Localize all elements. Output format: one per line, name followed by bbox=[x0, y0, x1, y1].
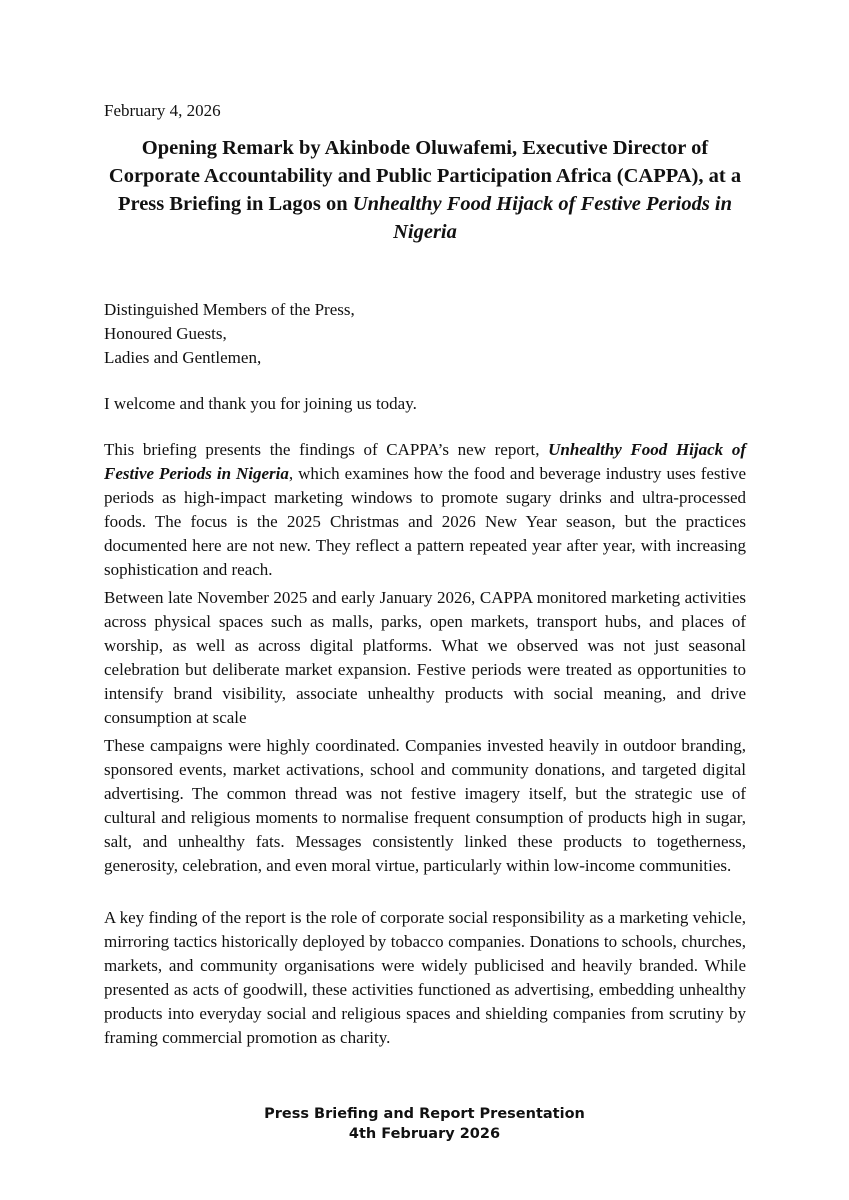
paragraph-text: , which examines how the food and beverage industry uses festive periods as high-impact marketing windows to promote sugary drinks and ultra-processed foods. The focus is the 2025 Christmas and 2026 New Year season, but the practices documented here are not new. They reflect a pattern repeated year after year, with increasing sophistication and reach. bbox=[104, 464, 747, 579]
page-footer bbox=[0, 1104, 849, 1144]
document-title bbox=[100, 134, 750, 246]
footer-date: 4th February 2026 bbox=[348, 1126, 501, 1142]
paragraph-monitoring: Between late November 2025 and early January 2026, CAPPA monitored marketing activities across physical spaces such as malls, parks, open markets, transport hubs, and places of worship, as well as across digital platforms. What we observed was not just seasonal celebration but deliberate market expansion. Festive periods were treated as opportunities to intensify brand visibility, associate unhealthy products with social meaning, and drive consumption at scale bbox=[104, 588, 746, 727]
title-topic: Unhealthy Food Hijack of Festive Periods in Nigeria bbox=[352, 193, 733, 243]
salutation-line: Honoured Guests, bbox=[104, 324, 227, 343]
document-date: February 4, 2026 bbox=[104, 101, 221, 120]
paragraph-csr: A key finding of the report is the role of corporate social responsibility as a marketing vehicle, mirroring tactics historically deployed by tobacco companies. Donations to schools, churches, markets, and community organisations were widely publicised and heavily branded. While presented as acts of goodwill, these activities functioned as advertising, embedding unhealthy products into everyday social and religious spaces and shielding companies from scrutiny by framing commercial promotion as charity. bbox=[104, 908, 746, 1047]
title-text: Opening Remark by Akinbode Oluwafemi, Executive Director of Corporate Accountability and Public Participation Africa (CAPPA), at a Press Briefing in Lagos on bbox=[108, 137, 742, 215]
paragraph-campaigns: These campaigns were highly coordinated. Companies invested heavily in outdoor branding, sponsored events, market activations, school and community donations, and targeted digital advertising. The common thread was not festive imagery itself, but the strategic use of cultural and religious moments to normalise frequent consumption of products high in sugar, salt, and unhealthy fats. Messages consistently linked these products to togetherness, generosity, celebration, and even moral virtue, particularly within low-income communities. bbox=[104, 736, 746, 875]
salutation-block bbox=[104, 298, 355, 370]
welcome-line: I welcome and thank you for joining us today. bbox=[104, 394, 417, 413]
salutation-line: Ladies and Gentlemen, bbox=[104, 348, 262, 367]
paragraph-text: This briefing presents the findings of CAPPA’s new report, bbox=[104, 440, 549, 459]
paragraph-findings bbox=[104, 438, 746, 582]
report-title: Unhealthy Food Hijack of Festive Periods in Nigeria bbox=[104, 440, 746, 483]
salutation-line: Distinguished Members of the Press, bbox=[104, 300, 355, 319]
footer-line: Press Briefing and Report Presentation bbox=[264, 1106, 585, 1122]
